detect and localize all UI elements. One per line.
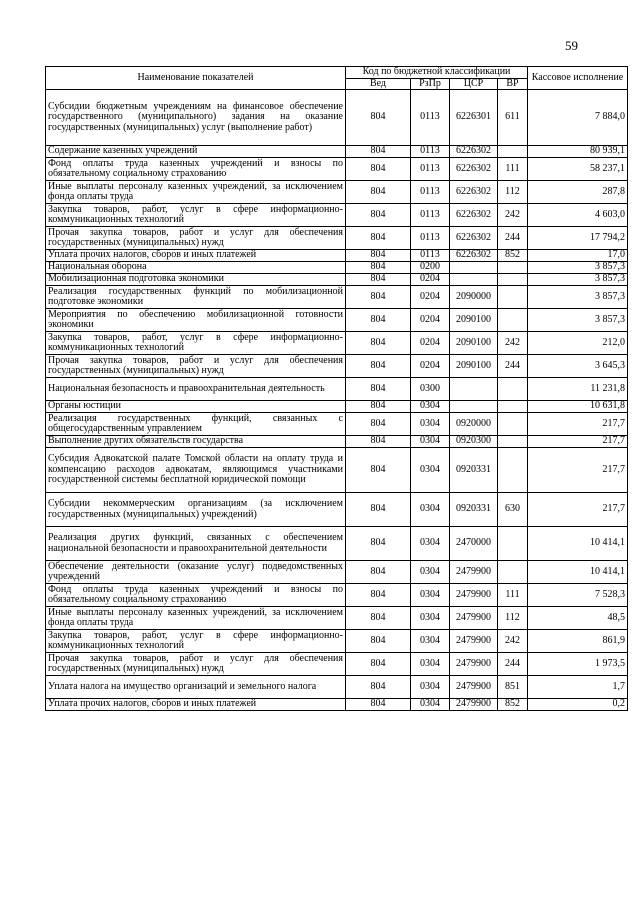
- cell-rzpr: 0113: [411, 181, 450, 204]
- cell-rzpr: 0304: [411, 653, 450, 676]
- table-row: [46, 607, 628, 630]
- table-row: [46, 274, 628, 286]
- cell-vr: [498, 262, 528, 274]
- cell-rzpr: 0304: [411, 527, 450, 561]
- cell-rzpr: 0300: [411, 378, 450, 401]
- cell-vr: [498, 413, 528, 436]
- cell-rzpr: 0304: [411, 630, 450, 653]
- cell-ved: 804: [346, 653, 411, 676]
- table-row: [46, 584, 628, 607]
- cell-rzpr: 0113: [411, 250, 450, 262]
- cell-sum: 48,5: [528, 607, 628, 630]
- cell-rzpr: 0204: [411, 309, 450, 332]
- cell-vr: 852: [498, 699, 528, 711]
- table-row: [46, 250, 628, 262]
- cell-rzpr: 0204: [411, 274, 450, 286]
- cell-name: Реализация государственных функций, связанных с общегосударственным управлением: [46, 413, 346, 436]
- cell-csr: 2479900: [450, 607, 498, 630]
- cell-sum: 287,8: [528, 181, 628, 204]
- cell-ved: 804: [346, 448, 411, 493]
- cell-rzpr: 0113: [411, 90, 450, 146]
- cell-vr: 611: [498, 90, 528, 146]
- cell-name: Иные выплаты персоналу казенных учреждений, за исключением фонда оплаты труда: [46, 607, 346, 630]
- cell-vr: 244: [498, 355, 528, 378]
- cell-vr: 244: [498, 653, 528, 676]
- cell-sum: 80 939,1: [528, 146, 628, 158]
- cell-vr: [498, 286, 528, 309]
- cell-rzpr: 0200: [411, 262, 450, 274]
- cell-sum: 4 603,0: [528, 204, 628, 227]
- table-row: [46, 561, 628, 584]
- table-row: [46, 262, 628, 274]
- cell-rzpr: 0204: [411, 355, 450, 378]
- cell-sum: 861,9: [528, 630, 628, 653]
- cell-rzpr: 0304: [411, 448, 450, 493]
- cell-rzpr: 0304: [411, 584, 450, 607]
- cell-rzpr: 0304: [411, 676, 450, 699]
- cell-vr: 112: [498, 607, 528, 630]
- cell-vr: 112: [498, 181, 528, 204]
- cell-vr: 244: [498, 227, 528, 250]
- cell-csr: 2479900: [450, 676, 498, 699]
- cell-sum: 1 973,5: [528, 653, 628, 676]
- cell-vr: [498, 401, 528, 413]
- cell-csr: 2479900: [450, 699, 498, 711]
- cell-name: Реализация государственных функций по мобилизационной подготовке экономики: [46, 286, 346, 309]
- cell-name: Субсидии некоммерческим организациям (за исключением государственных (муниципальных) учреждений): [46, 493, 346, 527]
- cell-sum: 3 645,3: [528, 355, 628, 378]
- cell-rzpr: 0304: [411, 413, 450, 436]
- cell-csr: 2090100: [450, 332, 498, 355]
- cell-vr: 242: [498, 630, 528, 653]
- cell-vr: [498, 146, 528, 158]
- cell-csr: 2090000: [450, 286, 498, 309]
- table-row: [46, 527, 628, 561]
- table-row: [46, 286, 628, 309]
- cell-csr: 6226302: [450, 250, 498, 262]
- cell-name: Закупка товаров, работ, услуг в сфере информационно-коммуникационных технологий: [46, 630, 346, 653]
- cell-csr: 2090100: [450, 309, 498, 332]
- cell-csr: 6226302: [450, 227, 498, 250]
- cell-name: Выполнение других обязательств государства: [46, 436, 346, 448]
- cell-csr: 2479900: [450, 561, 498, 584]
- cell-ved: 804: [346, 401, 411, 413]
- header-executed: Кассовое исполнение: [528, 67, 628, 90]
- table-row: [46, 204, 628, 227]
- cell-ved: 804: [346, 250, 411, 262]
- cell-vr: 242: [498, 332, 528, 355]
- header-vr: ВР: [498, 78, 528, 90]
- cell-ved: 804: [346, 204, 411, 227]
- cell-ved: 804: [346, 262, 411, 274]
- cell-csr: 2479900: [450, 630, 498, 653]
- cell-vr: 852: [498, 250, 528, 262]
- cell-ved: 804: [346, 699, 411, 711]
- cell-name: Субсидии бюджетным учреждениям на финансовое обеспечение государственного (муниципального) задания на оказание государственных (муниципальных) услуг (выполнение работ): [46, 90, 346, 146]
- cell-vr: 111: [498, 158, 528, 181]
- cell-name: Закупка товаров, работ, услуг в сфере информационно-коммуникационных технологий: [46, 204, 346, 227]
- cell-name: Национальная оборона: [46, 262, 346, 274]
- cell-sum: 7 884,0: [528, 90, 628, 146]
- cell-rzpr: 0304: [411, 401, 450, 413]
- cell-vr: [498, 561, 528, 584]
- cell-ved: 804: [346, 561, 411, 584]
- cell-rzpr: 0113: [411, 204, 450, 227]
- cell-ved: 804: [346, 181, 411, 204]
- cell-sum: 3 857,3: [528, 286, 628, 309]
- cell-sum: 7 528,3: [528, 584, 628, 607]
- cell-vr: [498, 274, 528, 286]
- table-row: [46, 90, 628, 146]
- cell-csr: 0920000: [450, 413, 498, 436]
- cell-vr: [498, 378, 528, 401]
- table-row: [46, 227, 628, 250]
- cell-name: Уплата прочих налогов, сборов и иных платежей: [46, 699, 346, 711]
- table-row: [46, 653, 628, 676]
- cell-vr: 851: [498, 676, 528, 699]
- cell-ved: 804: [346, 355, 411, 378]
- cell-name: Фонд оплаты труда казенных учреждений и взносы по обязательному социальному страхованию: [46, 158, 346, 181]
- cell-name: Закупка товаров, работ, услуг в сфере информационно-коммуникационных технологий: [46, 332, 346, 355]
- cell-name: Фонд оплаты труда казенных учреждений и взносы по обязательному социальному страхованию: [46, 584, 346, 607]
- cell-name: Мероприятия по обеспечению мобилизационной готовности экономики: [46, 309, 346, 332]
- table-row: [46, 493, 628, 527]
- cell-sum: 217,7: [528, 413, 628, 436]
- cell-rzpr: 0304: [411, 699, 450, 711]
- table-row: [46, 630, 628, 653]
- cell-sum: 3 857,3: [528, 262, 628, 274]
- cell-name: Иные выплаты персоналу казенных учреждений, за исключением фонда оплаты труда: [46, 181, 346, 204]
- cell-csr: [450, 378, 498, 401]
- cell-rzpr: 0304: [411, 493, 450, 527]
- cell-ved: 804: [346, 90, 411, 146]
- table-body: [46, 90, 628, 711]
- cell-rzpr: 0113: [411, 158, 450, 181]
- table-row: [46, 401, 628, 413]
- cell-sum: 217,7: [528, 436, 628, 448]
- cell-vr: [498, 527, 528, 561]
- table-row: [46, 413, 628, 436]
- cell-ved: 804: [346, 630, 411, 653]
- cell-csr: [450, 262, 498, 274]
- cell-csr: 6226301: [450, 90, 498, 146]
- cell-name: Органы юстиции: [46, 401, 346, 413]
- table-row: [46, 181, 628, 204]
- cell-sum: 17,0: [528, 250, 628, 262]
- cell-vr: [498, 436, 528, 448]
- cell-csr: 0920331: [450, 493, 498, 527]
- cell-name: Уплата прочих налогов, сборов и иных платежей: [46, 250, 346, 262]
- cell-csr: 2470000: [450, 527, 498, 561]
- cell-ved: 804: [346, 274, 411, 286]
- cell-csr: 2479900: [450, 584, 498, 607]
- header-rzpr: РзПр: [411, 78, 450, 90]
- cell-name: Мобилизационная подготовка экономики: [46, 274, 346, 286]
- cell-ved: 804: [346, 493, 411, 527]
- cell-sum: 10 414,1: [528, 527, 628, 561]
- cell-ved: 804: [346, 413, 411, 436]
- cell-name: Прочая закупка товаров, работ и услуг для обеспечения государственных (муниципальных) нужд: [46, 227, 346, 250]
- table-row: [46, 378, 628, 401]
- cell-rzpr: 0204: [411, 332, 450, 355]
- table-row: [46, 146, 628, 158]
- page-number: 59: [565, 38, 578, 53]
- cell-name: Прочая закупка товаров, работ и услуг для обеспечения государственных (муниципальных) нужд: [46, 355, 346, 378]
- cell-sum: 3 857,3: [528, 274, 628, 286]
- cell-csr: 2090100: [450, 355, 498, 378]
- cell-vr: 111: [498, 584, 528, 607]
- cell-csr: 0920331: [450, 448, 498, 493]
- header-ved: Вед: [346, 78, 411, 90]
- cell-ved: 804: [346, 227, 411, 250]
- cell-sum: 10 631,8: [528, 401, 628, 413]
- cell-sum: 1,7: [528, 676, 628, 699]
- table-row: [46, 699, 628, 711]
- cell-ved: 804: [346, 309, 411, 332]
- cell-rzpr: 0204: [411, 286, 450, 309]
- cell-sum: 17 794,2: [528, 227, 628, 250]
- header-name: Наименование показателей: [46, 67, 346, 90]
- cell-csr: 6226302: [450, 158, 498, 181]
- table-row: [46, 355, 628, 378]
- cell-csr: 6226302: [450, 181, 498, 204]
- cell-vr: [498, 448, 528, 493]
- cell-sum: 58 237,1: [528, 158, 628, 181]
- cell-rzpr: 0304: [411, 607, 450, 630]
- table-row: [46, 436, 628, 448]
- cell-name: Обеспечение деятельности (оказание услуг) подведомственных учреждений: [46, 561, 346, 584]
- cell-sum: 10 414,1: [528, 561, 628, 584]
- table-row: [46, 448, 628, 493]
- cell-csr: 6226302: [450, 204, 498, 227]
- cell-name: Уплата налога на имущество организаций и земельного налога: [46, 676, 346, 699]
- cell-rzpr: 0113: [411, 146, 450, 158]
- cell-name: Содержание казенных учреждений: [46, 146, 346, 158]
- cell-rzpr: 0304: [411, 561, 450, 584]
- cell-vr: 630: [498, 493, 528, 527]
- cell-ved: 804: [346, 527, 411, 561]
- cell-rzpr: 0304: [411, 436, 450, 448]
- cell-ved: 804: [346, 676, 411, 699]
- cell-sum: 3 857,3: [528, 309, 628, 332]
- cell-ved: 804: [346, 436, 411, 448]
- cell-name: Национальная безопасность и правоохранительная деятельность: [46, 378, 346, 401]
- cell-ved: 804: [346, 332, 411, 355]
- cell-ved: 804: [346, 584, 411, 607]
- cell-sum: 217,7: [528, 493, 628, 527]
- cell-ved: 804: [346, 158, 411, 181]
- cell-ved: 804: [346, 378, 411, 401]
- table-row: [46, 309, 628, 332]
- cell-name: Реализация других функций, связанных с обеспечением национальной безопасности и правоохранительной деятельности: [46, 527, 346, 561]
- cell-csr: 0920300: [450, 436, 498, 448]
- cell-csr: [450, 401, 498, 413]
- cell-csr: 2479900: [450, 653, 498, 676]
- cell-csr: [450, 274, 498, 286]
- budget-table: [45, 66, 628, 711]
- cell-rzpr: 0113: [411, 227, 450, 250]
- table-row: [46, 332, 628, 355]
- cell-name: Субсидия Адвокатской палате Томской области на оплату труда и компенсацию расходов адвокатам, являющимся участниками государственной системы бесплатной юридической помощи: [46, 448, 346, 493]
- table-row: [46, 158, 628, 181]
- cell-vr: [498, 309, 528, 332]
- cell-ved: 804: [346, 146, 411, 158]
- header-csr: ЦСР: [450, 78, 498, 90]
- table-row: [46, 676, 628, 699]
- cell-sum: 217,7: [528, 448, 628, 493]
- cell-sum: 212,0: [528, 332, 628, 355]
- header-code-group: Код по бюджетной классификации: [346, 67, 528, 79]
- cell-sum: 0,2: [528, 699, 628, 711]
- cell-name: Прочая закупка товаров, работ и услуг для обеспечения государственных (муниципальных) нужд: [46, 653, 346, 676]
- cell-sum: 11 231,8: [528, 378, 628, 401]
- cell-ved: 804: [346, 286, 411, 309]
- cell-csr: 6226302: [450, 146, 498, 158]
- cell-vr: 242: [498, 204, 528, 227]
- cell-ved: 804: [346, 607, 411, 630]
